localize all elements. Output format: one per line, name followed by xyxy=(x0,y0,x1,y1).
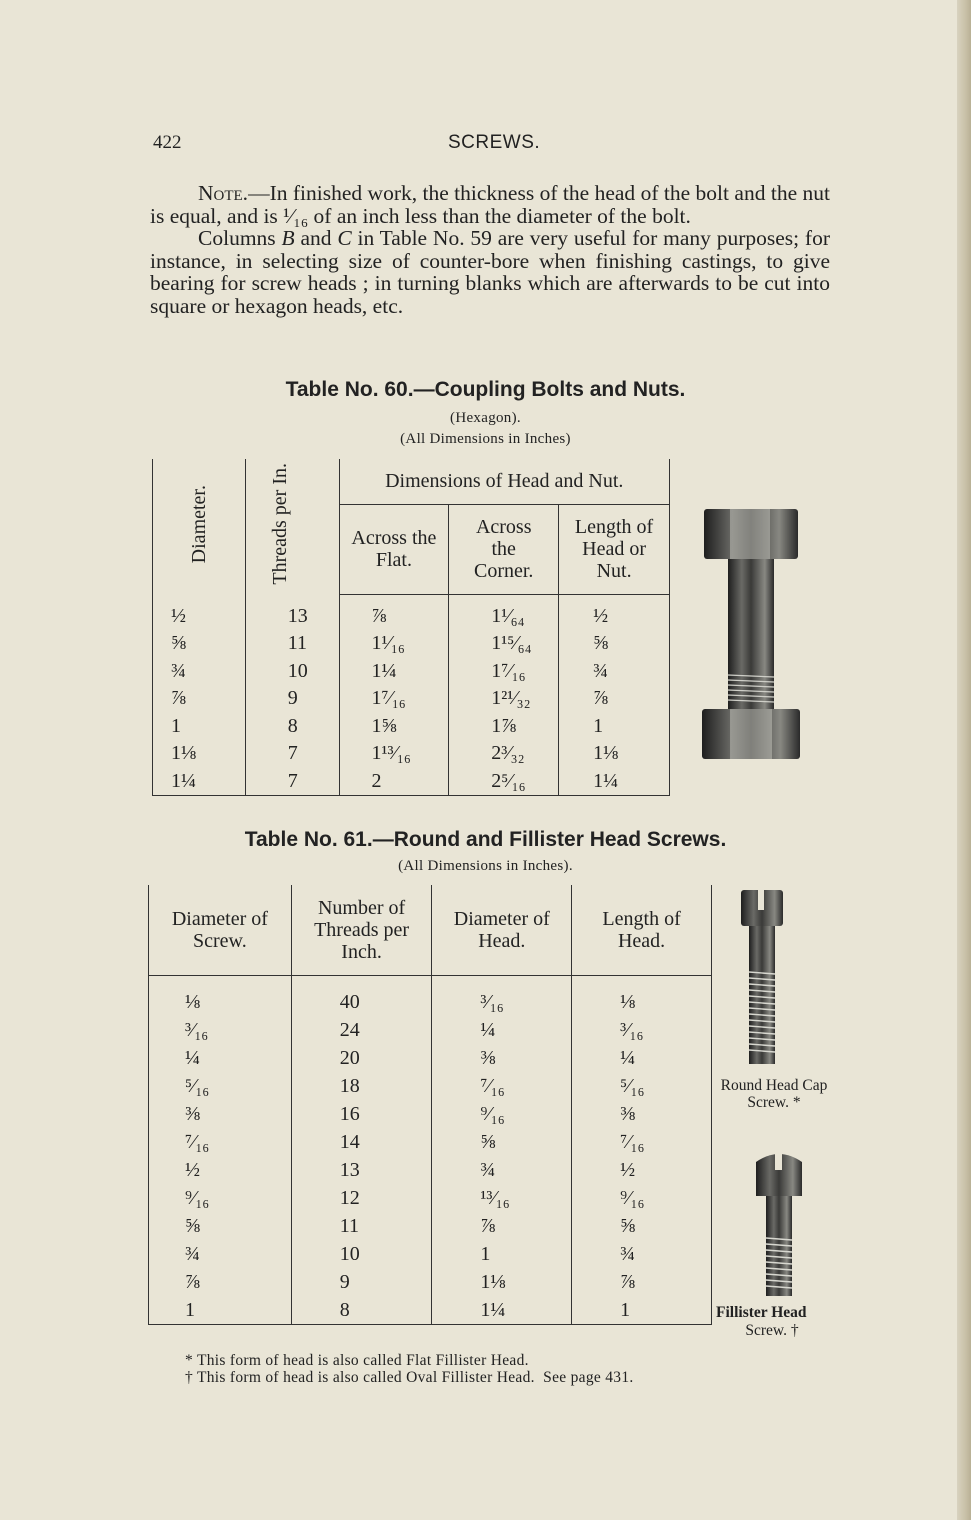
note-label: Note. xyxy=(198,181,249,205)
table61-subtitle: (All Dimensions in Inches). xyxy=(398,858,573,874)
coupling-bolt-figure xyxy=(700,505,804,765)
table60-header-corner: Across the Corner. xyxy=(449,504,559,594)
table60-title: Table No. 60.—Coupling Bolts and Nuts. xyxy=(285,378,686,401)
table61-header-diameter: Diameter of Screw. xyxy=(149,885,292,976)
table-row: ⅞ 9 1⅛ ⅞ xyxy=(149,1268,712,1296)
table-row: 1⅛ 7 1¹³⁄₁₆ 2³⁄₃₂ 1⅛ xyxy=(153,740,670,768)
table60-header-diameter: Diameter. xyxy=(187,484,210,564)
table-row: ⅝ 11 ⅞ ⅝ xyxy=(149,1212,712,1240)
table61-header-head-len: Length of Head. xyxy=(572,885,712,976)
table-row: ¾ 10 1¼ 1⁷⁄₁₆ ¾ xyxy=(153,658,670,686)
table60-header-length: Length of Head or Nut. xyxy=(559,504,670,594)
fillister-caption-bold: Fillister Head xyxy=(716,1304,807,1321)
table-row: ⅞ 9 1⁷⁄₁₆ 1²¹⁄₃₂ ⅞ xyxy=(153,685,670,713)
note-paragraph-1: Note.—In finished work, the thickness of the head of the bolt and the nut is equal, and is ¹⁄₁₆ of an inch less than the diameter of the bolt. xyxy=(150,181,830,228)
table-row: 1 8 1⅝ 1⅞ 1 xyxy=(153,713,670,741)
table-row: 1¼ 7 2 2⁵⁄₁₆ 1¼ xyxy=(153,768,670,796)
fillister-head-screw-figure xyxy=(752,1150,806,1300)
table-row: ⁵⁄₁₆ 18 ⁷⁄₁₆ ⁵⁄₁₆ xyxy=(149,1072,712,1100)
table60-subtitle: (Hexagon). xyxy=(450,410,521,426)
table-row: ⅛ 40 ³⁄₁₆ ⅛ xyxy=(149,988,712,1016)
table-row: ½ 13 ⅞ 1¹⁄₆₄ ½ xyxy=(153,603,670,631)
table61 xyxy=(148,885,712,1325)
table60-header-threads: Threads per In. xyxy=(245,459,339,594)
table61-header-head-dia: Diameter of Head. xyxy=(432,885,572,976)
fillister-caption-rest: Screw. † xyxy=(745,1322,799,1339)
table-row: ³⁄₁₆ 24 ¼ ³⁄₁₆ xyxy=(149,1016,712,1044)
round-head-screw-figure xyxy=(738,888,788,1068)
table60-header-flat: Across the Flat. xyxy=(339,504,449,594)
footnote-1: * This form of head is also called Flat Fillister Head. xyxy=(185,1352,529,1369)
table-row: 1 8 1¼ 1 xyxy=(149,1296,712,1325)
table60 xyxy=(152,459,670,796)
note-text xyxy=(150,182,830,318)
table60-subtitle-2: (All Dimensions in Inches) xyxy=(400,431,571,447)
page-edge xyxy=(957,0,971,1520)
table-row: ⅜ 16 ⁹⁄₁₆ ⅜ xyxy=(149,1100,712,1128)
table-row: ⁷⁄₁₆ 14 ⅝ ⁷⁄₁₆ xyxy=(149,1128,712,1156)
page-header xyxy=(0,130,971,160)
table61-title: Table No. 61.—Round and Fillister Head Screws. xyxy=(244,828,727,851)
table-row: ¾ 10 1 ¾ xyxy=(149,1240,712,1268)
table-row: ⅝ 11 1¹⁄₁₆ 1¹⁵⁄₆₄ ⅝ xyxy=(153,630,670,658)
footnote-2: † This form of head is also called Oval Fillister Head. See page 431. xyxy=(185,1369,634,1386)
round-head-caption: Round Head Cap Screw. * xyxy=(720,1077,828,1111)
page-number: 422 xyxy=(153,132,182,153)
table61-header-threads: Number of Threads per Inch. xyxy=(291,885,432,976)
table-row: ½ 13 ¾ ½ xyxy=(149,1156,712,1184)
running-title: SCREWS. xyxy=(448,132,541,153)
table-row: ⁹⁄₁₆ 12 ¹³⁄₁₆ ⁹⁄₁₆ xyxy=(149,1184,712,1212)
note-paragraph-2: Columns B and C in Table No. 59 are very useful for many purposes; for instance, in selecting size of counter-bore when finishing castings, to give bearing for screw heads ; in turning blanks which are afterwards to be cut into square or hexagon heads, etc. xyxy=(150,226,831,318)
table-row: ¼ 20 ⅜ ¼ xyxy=(149,1044,712,1072)
table60-header-group: Dimensions of Head and Nut. xyxy=(339,459,669,504)
